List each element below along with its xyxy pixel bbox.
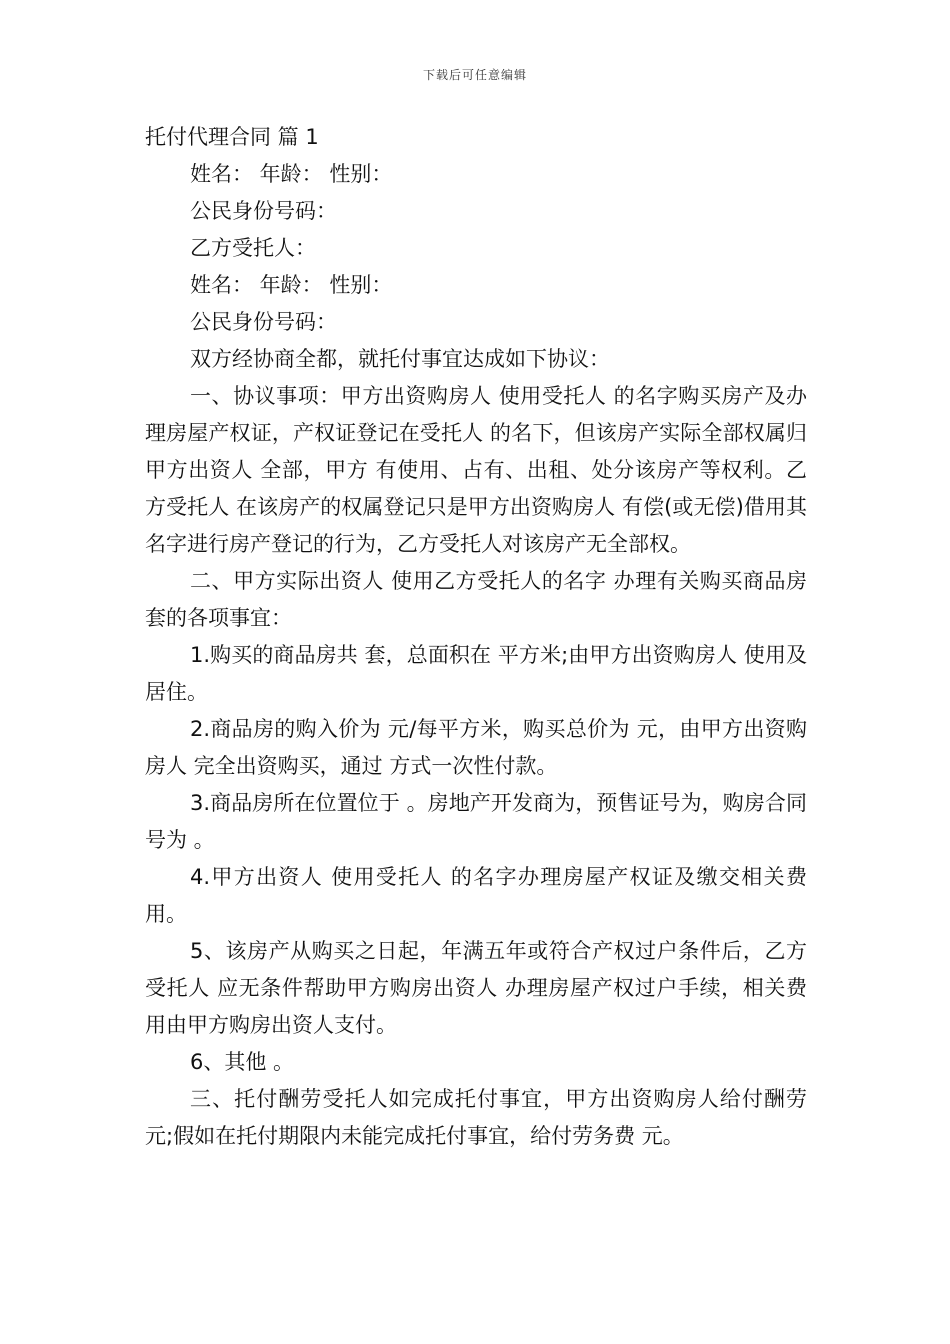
paragraph-clause-2: 二、甲方实际出资人 使用乙方受托人的名字 办理有关购买商品房 套的各项事宜： (145, 569, 807, 630)
paragraph-clause-3: 三、托付酬劳受托人如完成托付事宜，甲方出资购房人给付酬劳 元;假如在托付期限内未能完成托付事宜，给付劳务费 元。 (145, 1087, 807, 1148)
header-note: 下载后可任意编辑 (422, 68, 527, 82)
paragraph-item-5: 5、该房产从购买之日起，年满五年或符合产权过户条件后，乙方受托人 应无条件帮助甲方购房出资人 办理房屋产权过户手续，相关费用由甲方购房出资人支付。 (145, 939, 807, 1037)
paragraph-item-2: 2.商品房的购入价为 元/每平方米，购买总价为 元，由甲方出资购房人 完全出资购买，通过 方式一次性付款。 (145, 717, 807, 778)
paragraph-party-a-id: 公民身份号码： (190, 199, 337, 223)
paragraph-item-3: 3.商品房所在位置位于 。房地产开发商为，预售证号为，购房合同号为 。 (145, 791, 807, 852)
paragraph-party-b-name-age-gender: 姓名： 年龄： 性别： (190, 273, 393, 297)
paragraph-item-4: 4.甲方出资人 使用受托人 的名字办理房屋产权证及缴交相关费用。 (145, 865, 807, 926)
paragraph-party-a-name-age-gender: 姓名： 年龄： 性别： (190, 162, 393, 186)
paragraph-clause-1: 一、协议事项：甲方出资购房人 使用受托人 的名字购买房产及办理房屋产权证，产权证登记在受托人 的名下，但该房产实际全部权属归甲方出资人 全部，甲方 有使用、占有、出租、处分该房产等权利。乙方受托人 在该房产的权属登记只是甲方出资购房人 有偿(或无偿)借用其名字进行房产登记的行为，乙方受托人对该房产无全部权。 (145, 384, 807, 556)
paragraph-party-b-id: 公民身份号码： (190, 310, 337, 334)
document-body (145, 156, 807, 1155)
document-title: 托付代理合同 篇 1 (145, 125, 319, 149)
paragraph-item-6: 6、其他 。 (190, 1050, 295, 1074)
paragraph-agreement-intro: 双方经协商全都，就托付事宜达成如下协议： (190, 347, 610, 371)
paragraph-item-1: 1.购买的商品房共 套，总面积在 平方米;由甲方出资购房人 使用及居住。 (145, 643, 807, 704)
paragraph-party-b-heading: 乙方受托人： (190, 236, 316, 260)
